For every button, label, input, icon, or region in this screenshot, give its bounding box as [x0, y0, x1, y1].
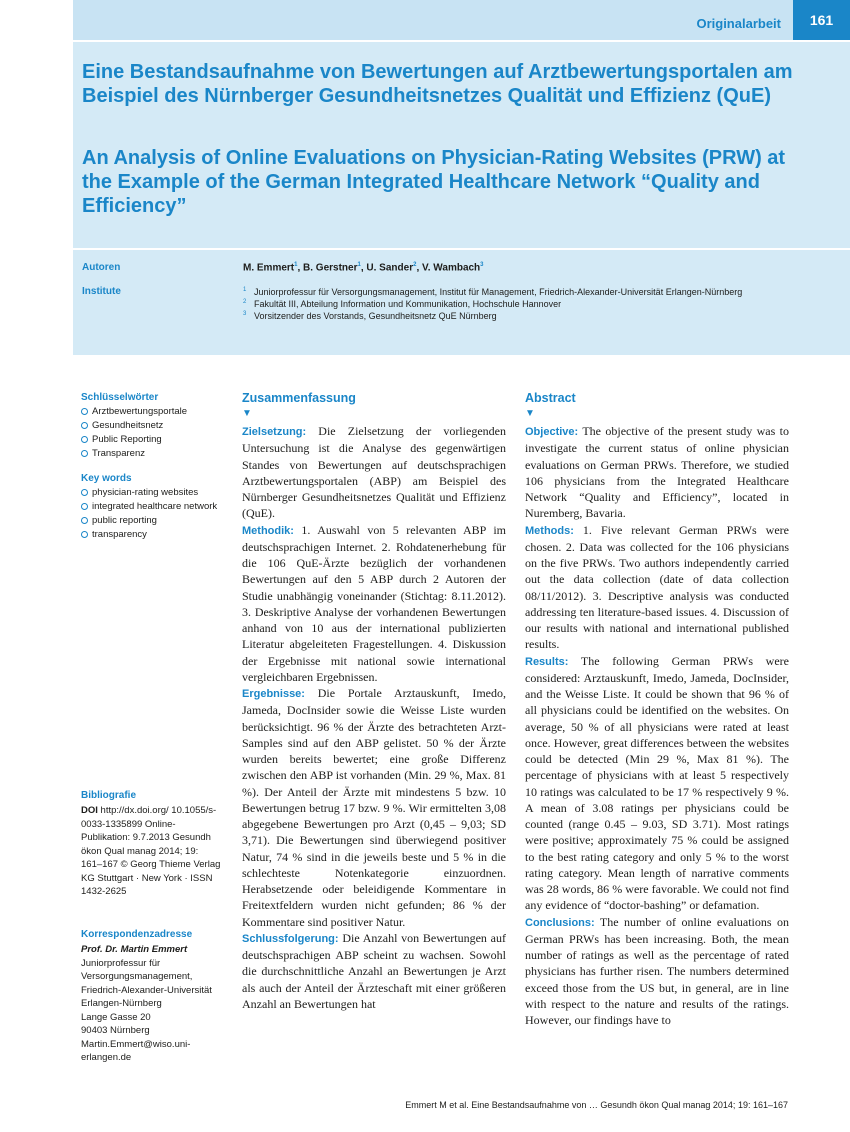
- institutes-label: Institute: [82, 286, 121, 297]
- zusammenfassung-lead: Methodik:: [242, 524, 294, 537]
- page-number: 161: [793, 0, 850, 40]
- title-german: Eine Bestandsaufnahme von Bewertungen auf Arztbewertungsportalen am Beispiel des Nürnberger Gesundheitsnetzes Qualität und Effizienz (QuE): [82, 61, 793, 107]
- institute-text: Fakultät III, Abteilung Information und Kommunikation, Hochschule Hannover: [254, 299, 562, 309]
- abstract-lead: Results:: [525, 655, 569, 668]
- zusammenfassung-text: Die Anzahl von Bewertungen auf deutschsprachigen ABP scheint zu wachsen. Sowohl die durchschnittliche Anzahl an Bewertungen je Arzt als auch der Anteil der Ärzteschaft mit einer größeren Anzahl an Bewertungen hat: [242, 930, 506, 1011]
- correspondence-lines: [81, 957, 231, 1065]
- institute-number: 2: [243, 299, 247, 305]
- abstract-body: [525, 423, 789, 1028]
- schluesselwort-item: [81, 447, 226, 461]
- author-name: V. Wambach: [422, 262, 481, 274]
- abstract-text: The number of online evaluations on German PRWs has been increasing. Both, the mean number of ratings as well as the percentage of rated physicians has further risen. The numbers determined exceed those from the US but, in general, are in line with respect to the nature and results of the ratings. However, our findings have to: [525, 914, 789, 1027]
- arrow-down-icon: ▼: [525, 408, 535, 419]
- correspondence-line: erlangen.de: [81, 1052, 132, 1063]
- correspondence-line: Juniorprofessur für: [81, 957, 161, 969]
- keyword-item-label: physician-rating websites: [92, 487, 199, 498]
- bullet-circle-icon: [81, 503, 88, 510]
- schluesselwort-item-label: Public Reporting: [92, 434, 162, 445]
- abstract-paragraph: [525, 653, 789, 914]
- author-affiliation: 1: [294, 262, 298, 268]
- keyword-item-label: public reporting: [92, 515, 157, 526]
- correspondence-address: [81, 943, 231, 1065]
- keyword-item-label: transparency: [92, 529, 147, 540]
- correspondence-line: Friedrich-Alexander-Universität: [81, 984, 212, 996]
- bibliografie-details: http://dx.doi.org/ 10.1055/s-0033-1335899 Online-Publikation: 9.7.2013 Gesundh ökon Qual manag 2014; 19: 161–167 © Georg Thieme Verlag KG Stuttgart · New York · ISSN 1432-2625: [81, 805, 221, 897]
- schluesselwort-item: [81, 405, 226, 419]
- abstract-text: 1. Five relevant German PRWs were chosen. 2. Data was collected for the 106 physicians on the five PRWs. Two authors independently carried out the data collection (date of data collection 08/11/2012). 3. Descriptive analysis was conducted addressing ten literature-based issues. 4. Discussion of our results with national and international published results.: [525, 522, 789, 652]
- bibliografie-text: [81, 804, 221, 899]
- abstract-paragraph: [525, 914, 789, 1029]
- zusammenfassung-text: Die Portale Arztauskunft, Imedo, Jameda, DocInsider sowie die Weisse Liste wurden berücksichtigt. 96 % der Ärzte des betrachteten Arzt-Samples sind auf den ABP gelistet. 50 % der Ärzte wurden bereits bewertet; eine große Differenz zwischen den ABP ist vorhanden (Min. 29 %, Max. 81 %). Der Anteil der Ärzte mit mindestens 5 bzw. 10 Bewertungen betrug 17 bzw. 9 %. Wir ermittelten 3,08 abgegebene Bewertungen pro Arzt (0,45 – 9,03; SD 3,71). Die Bewertungen sind überwiegend positiver Natur, 74 % sind in die jeweils beste und 5 % in die schlechteste Notenkategorie einzuordnen. Herabsetzende oder beleidigende Kommentare in Freitextfeldern wurden nicht gefunden; 86 % der Kommentare sind positiver Natur.: [242, 686, 506, 929]
- authors-list: M. Emmert$^1$, B. Gerstner$^1$, U. Sander$^2$, V. Wambach$^3$: [243, 262, 484, 274]
- bullet-circle-icon: [81, 408, 88, 415]
- correspondence-heading: Korrespondenzadresse: [81, 929, 193, 940]
- authors-label: Autoren: [82, 262, 121, 273]
- keyword-item: [81, 486, 226, 500]
- abstract-paragraph: [525, 423, 789, 522]
- bullet-circle-icon: [81, 422, 88, 429]
- keyword-item-label: integrated healthcare network: [92, 501, 218, 512]
- bullet-circle-icon: [81, 489, 88, 496]
- bibliografie-heading: Bibliografie: [81, 790, 137, 801]
- abstract-text: The objective of the present study was to investigate the current status of online physician evaluations on German PRWs. Therefore, we studied 106 physicians from the Integrated Healthcare Network “Quality and Efficiency”, located in Nuremberg, Bavaria.: [525, 424, 789, 521]
- zusammenfassung-paragraph: [242, 423, 506, 522]
- keywords-heading: Key words: [81, 473, 132, 484]
- zusammenfassung-lead: Ergebnisse:: [242, 688, 305, 700]
- abstract-paragraph: [525, 522, 789, 653]
- zusammenfassung-lead: Zielsetzung:: [242, 426, 307, 438]
- schluesselwort-item-label: Transparenz: [92, 448, 145, 459]
- bullet-circle-icon: [81, 531, 88, 538]
- zusammenfassung-paragraph: [242, 930, 506, 1012]
- keyword-item: [81, 528, 226, 542]
- keywords-list: [81, 486, 226, 542]
- doi-label: DOI: [81, 805, 98, 816]
- zusammenfassung-paragraph: [242, 685, 506, 930]
- schluesselwort-item-label: Arztbewertungsportale: [92, 406, 188, 417]
- correspondence-line: Martin.Emmert@wiso.uni-: [81, 1038, 191, 1050]
- institute-item: [243, 286, 763, 298]
- correspondence-line: Versorgungsmanagement,: [81, 971, 193, 982]
- author-name: B. Gerstner: [303, 262, 358, 274]
- institute-number: 3: [243, 311, 247, 317]
- abstract-heading: Abstract: [525, 391, 576, 405]
- zusammenfassung-body: [242, 423, 506, 1012]
- institute-item: [243, 310, 763, 322]
- author-affiliation: 2: [413, 262, 417, 268]
- author-affiliation: 1: [357, 262, 361, 268]
- schluesselwoerter-list: [81, 405, 226, 461]
- author-name: U. Sander: [366, 262, 414, 274]
- schluesselwoerter-heading: Schlüsselwörter: [81, 392, 159, 403]
- keyword-item: [81, 500, 226, 514]
- zusammenfassung-heading: Zusammenfassung: [242, 391, 356, 405]
- correspondence-line: Lange Gasse 20: [81, 1011, 151, 1023]
- zusammenfassung-text: 1. Auswahl von 5 relevanten ABP im deutschsprachigen Internet. 2. Rohdatenerhebung für die 106 QuE-Ärzte bezüglich der vorhandenen Bewertungen auf den 5 ABP durch 2 Autoren der Studie unabhängig voneinander (Stichtag: 8.11.2012). 3. Deskriptive Analyse der vorhandenen Bewertungen anhand von 10 aus der international publizierten Literatur abgeleiteten Fragestellungen. 4. Diskussion der Ergebnisse mit national sowie international vergleichbaren Ergebnissen.: [242, 522, 506, 684]
- bullet-circle-icon: [81, 436, 88, 443]
- arrow-down-icon: ▼: [242, 408, 252, 419]
- correspondence-line: 90403 Nürnberg: [81, 1025, 150, 1036]
- schluesselwort-item: [81, 419, 226, 433]
- abstract-text: The following German PRWs were considered: Arztauskunft, Imedo, Jameda, DocInsider, and the Weisse Liste. It could be shown that 96 % of all physicians could be identified on the websites. On average, 50 % of all physicians were rated at least once. However, great differences between the websites could be detected (Min 29 %, Max 81 %). The percentage of physicians with at least 5 respectively 10 ratings was calculated to be 17 % respectively 9 %. A mean of 3.08 ratings per physicians could be counted (range 0.45 – 9.03, SD 3.71). Most ratings were positive; approximately 75 % could be assigned to the best rating category and only 5 % to the worst rating category. Mean length of narrative comments was 28 words, 86 % were favorable. We could not find any evidence of “doctor-bashing” or defamation.: [525, 653, 789, 913]
- institute-text: Juniorprofessur für Versorgungsmanagement, Institut für Management, Friedrich-Alexander-Universität Erlangen-Nürnberg: [254, 287, 743, 297]
- schluesselwort-item: [81, 433, 226, 447]
- institute-number: 1: [243, 287, 247, 293]
- author-name: M. Emmert: [243, 262, 295, 274]
- author-affiliation: 3: [480, 262, 484, 268]
- correspondence-line: Erlangen-Nürnberg: [81, 998, 162, 1009]
- bullet-circle-icon: [81, 517, 88, 524]
- correspondence-name: Prof. Dr. Martin Emmert: [81, 944, 188, 955]
- bullet-circle-icon: [81, 450, 88, 457]
- institutes-list: [243, 286, 763, 322]
- institute-text: Vorsitzender des Vorstands, Gesundheitsnetz QuE Nürnberg: [254, 311, 497, 321]
- abstract-lead: Methods:: [525, 524, 574, 537]
- section-label: Originalarbeit: [696, 16, 781, 31]
- title-english: An Analysis of Online Evaluations on Physician-Rating Websites (PRW) at the Example of the German Integrated Healthcare Network “Quality and Efficiency”: [82, 147, 786, 217]
- zusammenfassung-text: Die Zielsetzung der vorliegenden Untersuchung ist die Analyse des gegenwärtigen Standes von Bewertungen auf deutschsprachigen Arztbewertungsportalen (ABP) am Beispiel des Nürnberger Gesundheitsnetzes Qualität und Effizienz (QuE).: [242, 424, 506, 521]
- abstract-lead: Conclusions:: [525, 916, 595, 929]
- page-footer: Emmert M et al. Eine Bestandsaufnahme von … Gesundh ökon Qual manag 2014; 19: 161–167: [405, 1100, 788, 1110]
- abstract-lead: Objective:: [525, 426, 579, 438]
- institute-item: [243, 298, 763, 310]
- schluesselwort-item-label: Gesundheitsnetz: [92, 420, 164, 431]
- zusammenfassung-lead: Schlussfolgerung:: [242, 932, 339, 945]
- keyword-item: [81, 514, 226, 528]
- zusammenfassung-paragraph: [242, 522, 506, 686]
